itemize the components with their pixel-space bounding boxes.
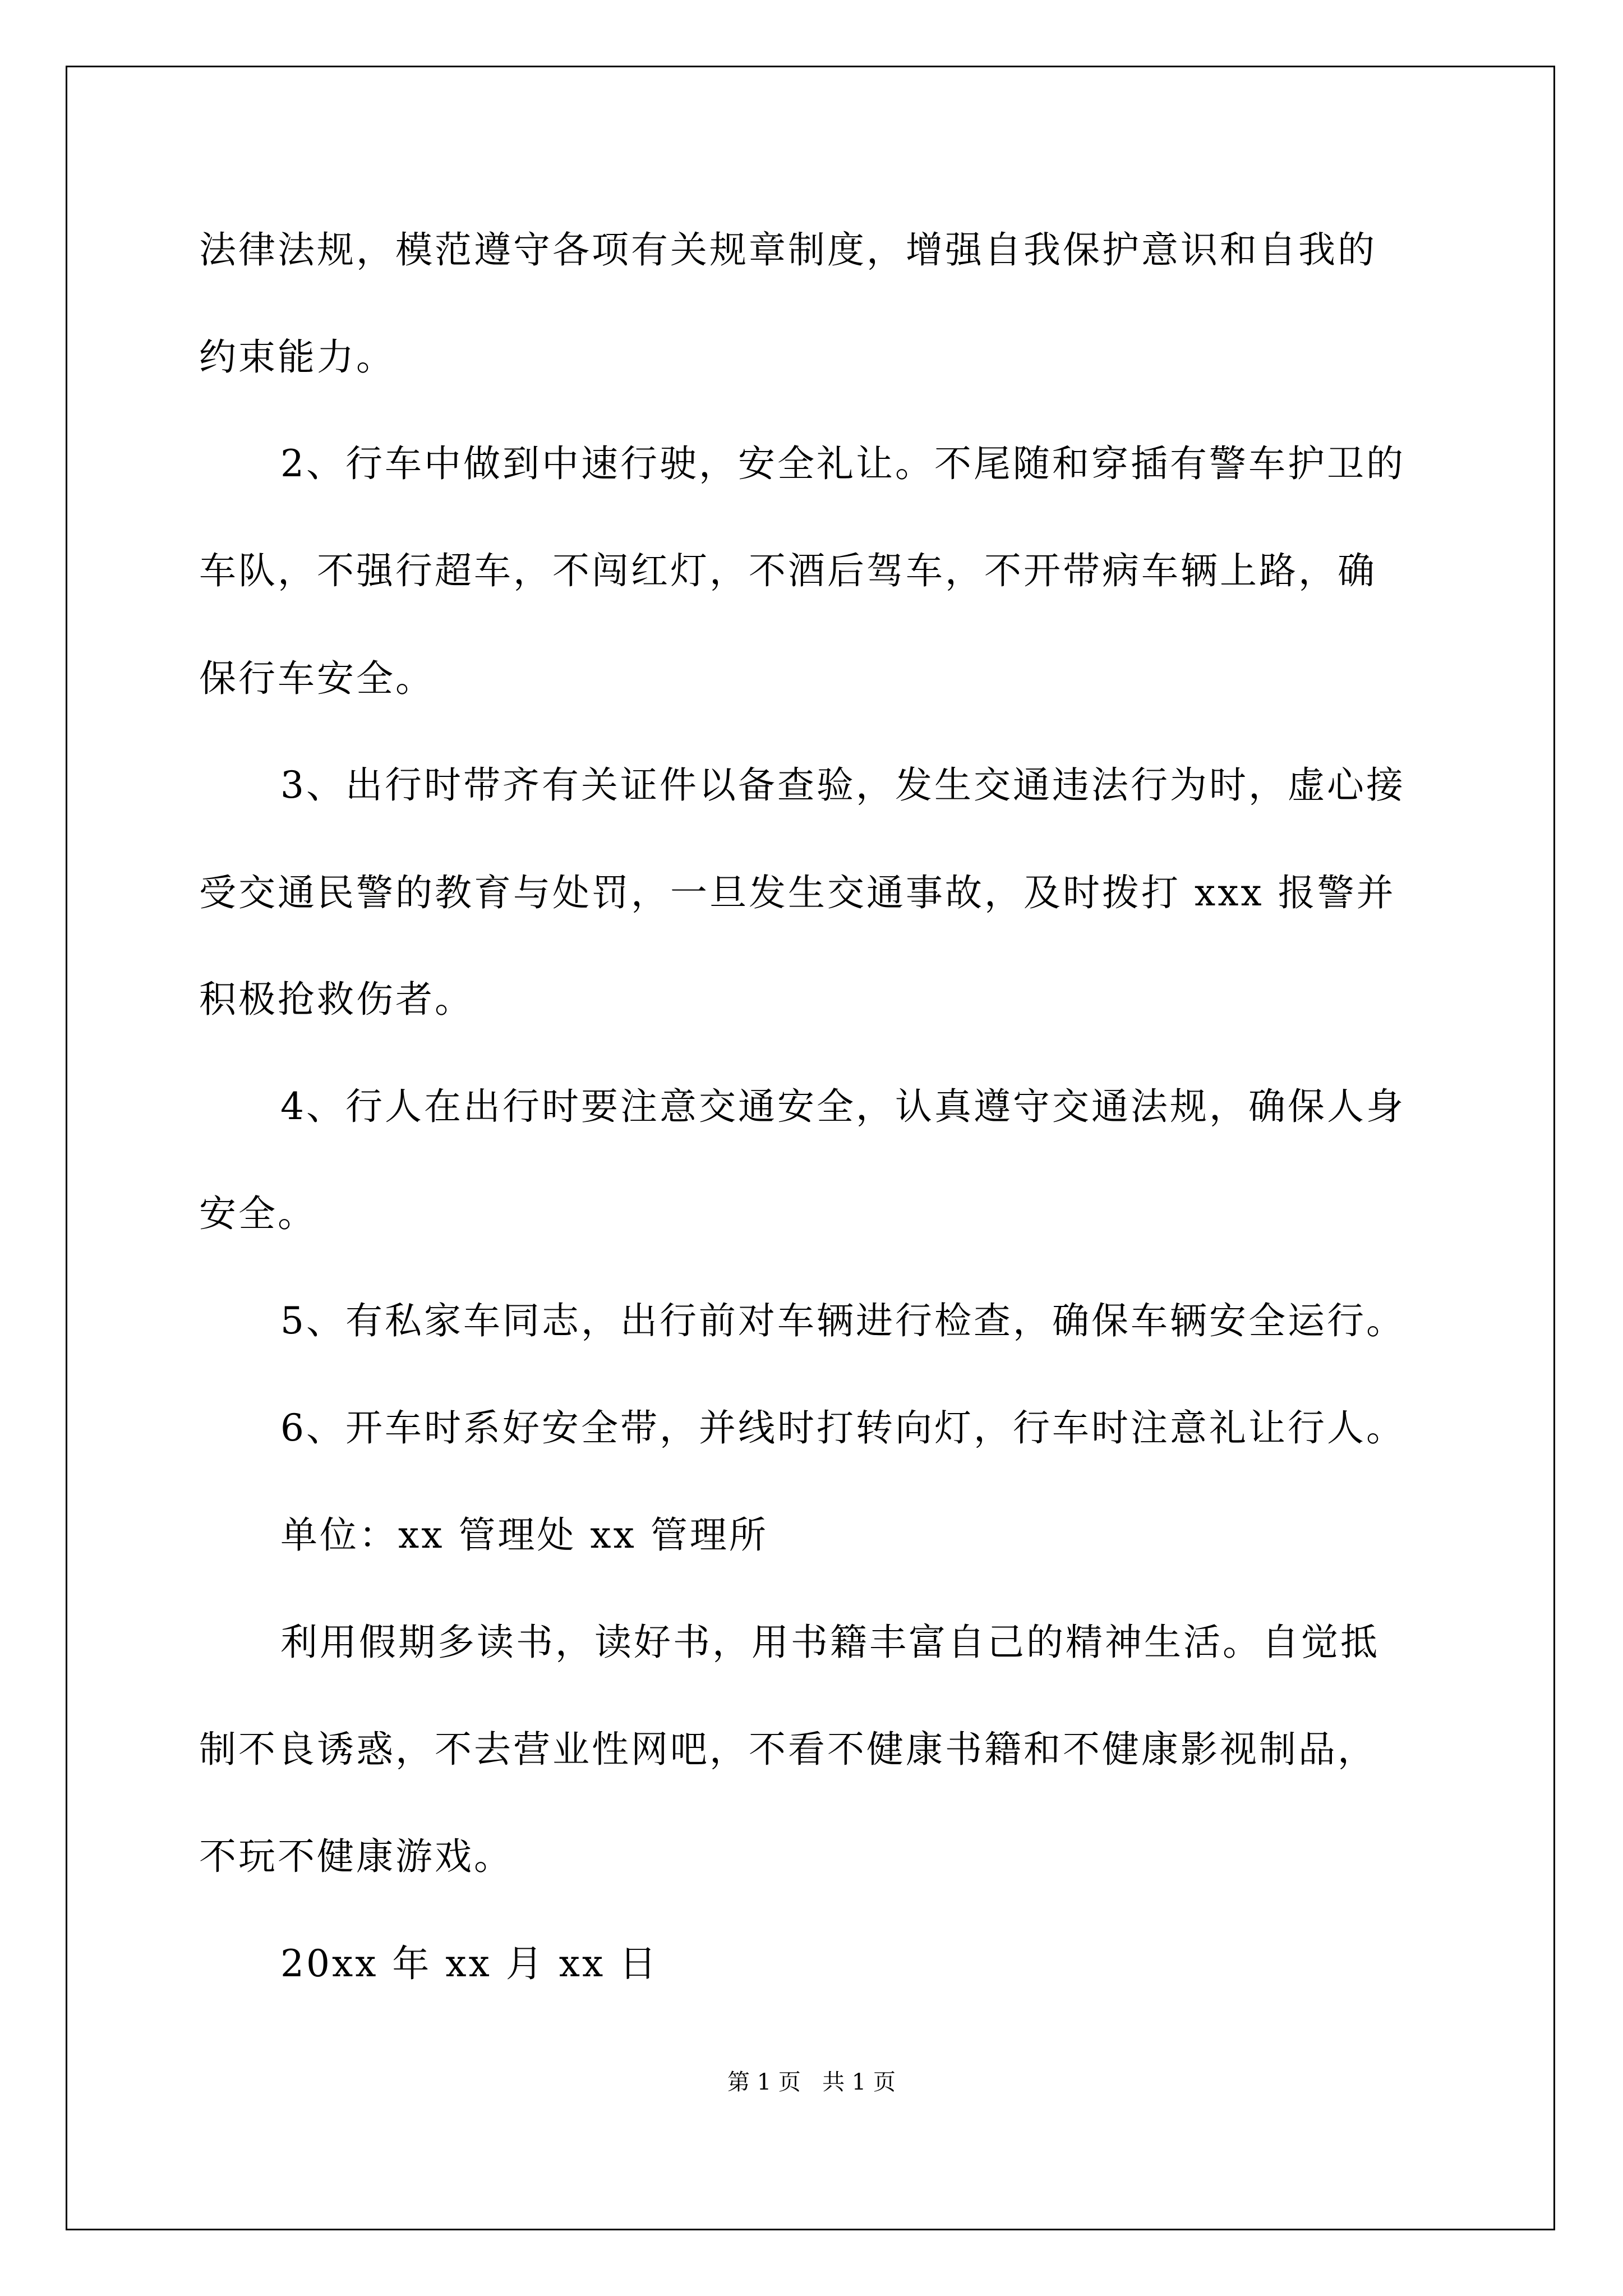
text-line: 积极抢救伤者。 [199,978,474,1021]
text-line: 不玩不健康游戏。 [199,1835,513,1878]
text-line: 车队，不强行超车，不闯红灯，不酒后驾车，不开带病车辆上路，确 [199,549,1377,592]
text-line: 6、开车时系好安全带，并线时打转向灯，行车时注意礼让行人。 [280,1406,1405,1450]
text-line: 20xx 年 xx 月 xx 日 [280,1942,659,1985]
page-number-footer: 第 1 页 共 1 页 [727,2069,896,2095]
text-line: 4、行人在出行时要注意交通安全，认真遵守交通法规，确保人身 [280,1085,1405,1128]
text-line: 利用假期多读书，读好书，用书籍丰富自己的精神生活。自觉抵 [280,1621,1380,1664]
text-line: 制不良诱惑，不去营业性网吧，不看不健康书籍和不健康影视制品， [199,1728,1377,1771]
text-line: 单位：xx 管理处 xx 管理所 [280,1513,768,1557]
text-line: 受交通民警的教育与处罚，一旦发生交通事故，及时拨打 xxx 报警并 [199,871,1396,914]
text-line: 约束能力。 [199,335,395,379]
text-line: 2、行车中做到中速行驶，安全礼让。不尾随和穿插有警车护卫的 [280,442,1405,485]
text-line: 法律法规，模范遵守各项有关规章制度，增强自我保护意识和自我的 [199,228,1377,272]
text-line: 5、有私家车同志，出行前对车辆进行检查，确保车辆安全运行。 [280,1299,1405,1342]
text-line: 保行车安全。 [199,657,435,700]
page-frame [66,66,1555,2230]
text-line: 3、出行时带齐有关证件以备查验，发生交通违法行为时，虚心接 [280,763,1405,807]
text-line: 安全。 [199,1192,317,1235]
